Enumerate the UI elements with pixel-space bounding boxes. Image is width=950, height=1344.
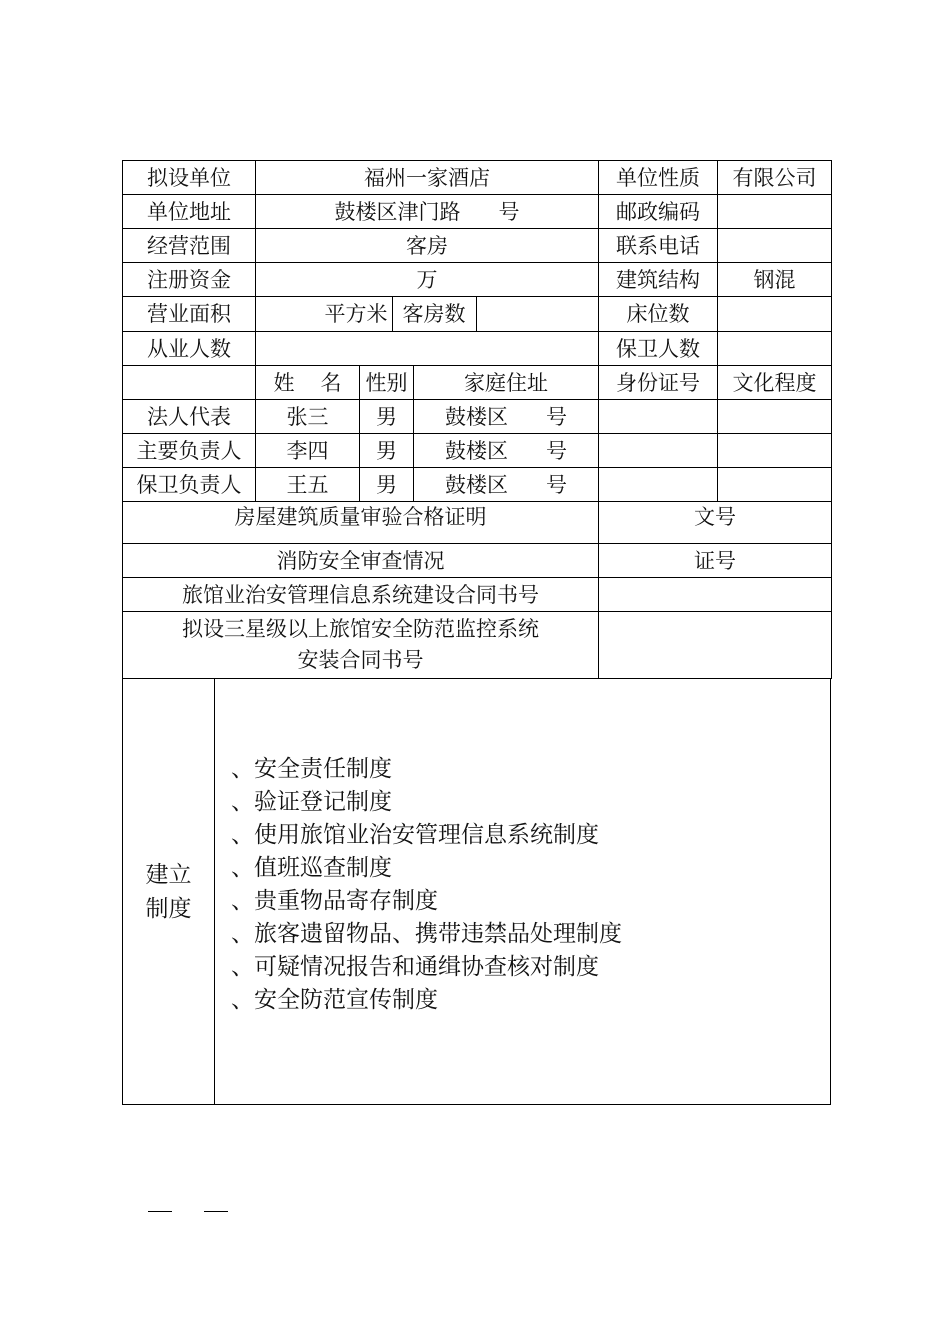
label-capital: 注册资金: [123, 263, 256, 297]
label-cert-building: 房屋建筑质量审验合格证明: [123, 502, 599, 544]
label-cert-fire: 消防安全审查情况: [123, 544, 599, 578]
value-address: [256, 195, 599, 229]
label-beds: 床位数: [599, 297, 718, 332]
dash-right: [204, 1211, 228, 1212]
value-room-count: [476, 297, 598, 331]
list-item: 、安全防范宣传制度: [231, 987, 438, 1013]
row-staff: [123, 332, 832, 366]
value-capital: 万: [256, 263, 599, 297]
header-id: 身份证号: [599, 366, 718, 400]
table-row: 法人代表 张三 男 鼓楼区 号: [123, 400, 832, 434]
label-structure: 建筑结构: [599, 263, 718, 297]
systems-list: [231, 753, 622, 1017]
list-item: 、贵重物品寄存制度: [231, 888, 438, 914]
value-unit-type: 有限公司: [718, 161, 832, 195]
value-structure: 钢混: [718, 263, 832, 297]
value-cert-system: [599, 578, 832, 612]
value-area-group: [256, 297, 599, 332]
list-item: 、值班巡查制度: [231, 855, 392, 881]
value-beds: [718, 297, 832, 332]
systems-label-cell: [123, 679, 215, 1104]
row-cert-fire: [123, 544, 832, 578]
row-unit: [123, 161, 832, 195]
label-cert-monitor: 拟设三星级以上旅馆安全防范监控系统 安装合同书号: [123, 612, 599, 679]
row-area: [123, 297, 832, 332]
value-staff: [256, 332, 599, 366]
label-unit-name: 拟设单位: [123, 161, 256, 195]
header-edu: 文化程度: [718, 366, 832, 400]
label-unit-type: 单位性质: [599, 161, 718, 195]
header-gender: 性别: [360, 366, 414, 400]
row-cert-building: [123, 502, 832, 544]
table-row: 主要负责人 李四 男 鼓楼区 号: [123, 434, 832, 468]
list-item: 、可疑情况报告和通缉协查核对制度: [231, 954, 599, 980]
label-guards: 保卫人数: [599, 332, 718, 366]
header-role: [123, 366, 256, 400]
info-table: [122, 160, 832, 679]
value-cert-building: 文号: [599, 502, 832, 544]
list-item: 、验证登记制度: [231, 789, 392, 815]
label-cert-system: 旅馆业治安管理信息系统建设合同书号: [123, 578, 599, 612]
row-scope: [123, 229, 832, 263]
row-address: [123, 195, 832, 229]
value-postcode: [718, 195, 832, 229]
value-unit-name: 福州一家酒店: [256, 161, 599, 195]
dash-left: [148, 1211, 172, 1212]
label-phone: 联系电话: [599, 229, 718, 263]
label-area: 营业面积: [123, 297, 256, 332]
label-staff: 从业人数: [123, 332, 256, 366]
row-people-header: [123, 366, 832, 400]
value-area: 平方米: [324, 302, 388, 326]
list-item: 、旅客遗留物品、携带违禁品处理制度: [231, 921, 622, 947]
row-capital: [123, 263, 832, 297]
list-item: 、使用旅馆业治安管理信息系统制度: [231, 822, 599, 848]
row-cert-monitor: [123, 612, 832, 679]
label-room-count: 客房数: [392, 297, 476, 331]
address-street: 鼓楼区津门路: [334, 199, 461, 224]
label-postcode: 邮政编码: [599, 195, 718, 229]
header-name: 姓 名: [256, 366, 360, 400]
address-number: 号: [498, 199, 520, 224]
label-scope: 经营范围: [123, 229, 256, 263]
value-cert-fire: 证号: [599, 544, 832, 578]
value-scope: 客房: [256, 229, 599, 263]
page-number-marks: [148, 1198, 260, 1222]
systems-label: 建立制度: [145, 861, 192, 922]
table-row: 保卫负责人 王五 男 鼓楼区 号: [123, 468, 832, 502]
application-form: [122, 160, 831, 679]
row-cert-system: [123, 578, 832, 612]
header-address: 家庭住址: [414, 366, 599, 400]
value-guards: [718, 332, 832, 366]
systems-section: [122, 679, 831, 1105]
label-address: 单位地址: [123, 195, 256, 229]
list-item: 、安全责任制度: [231, 756, 392, 782]
value-cert-monitor: [599, 612, 832, 679]
value-phone: [718, 229, 832, 263]
